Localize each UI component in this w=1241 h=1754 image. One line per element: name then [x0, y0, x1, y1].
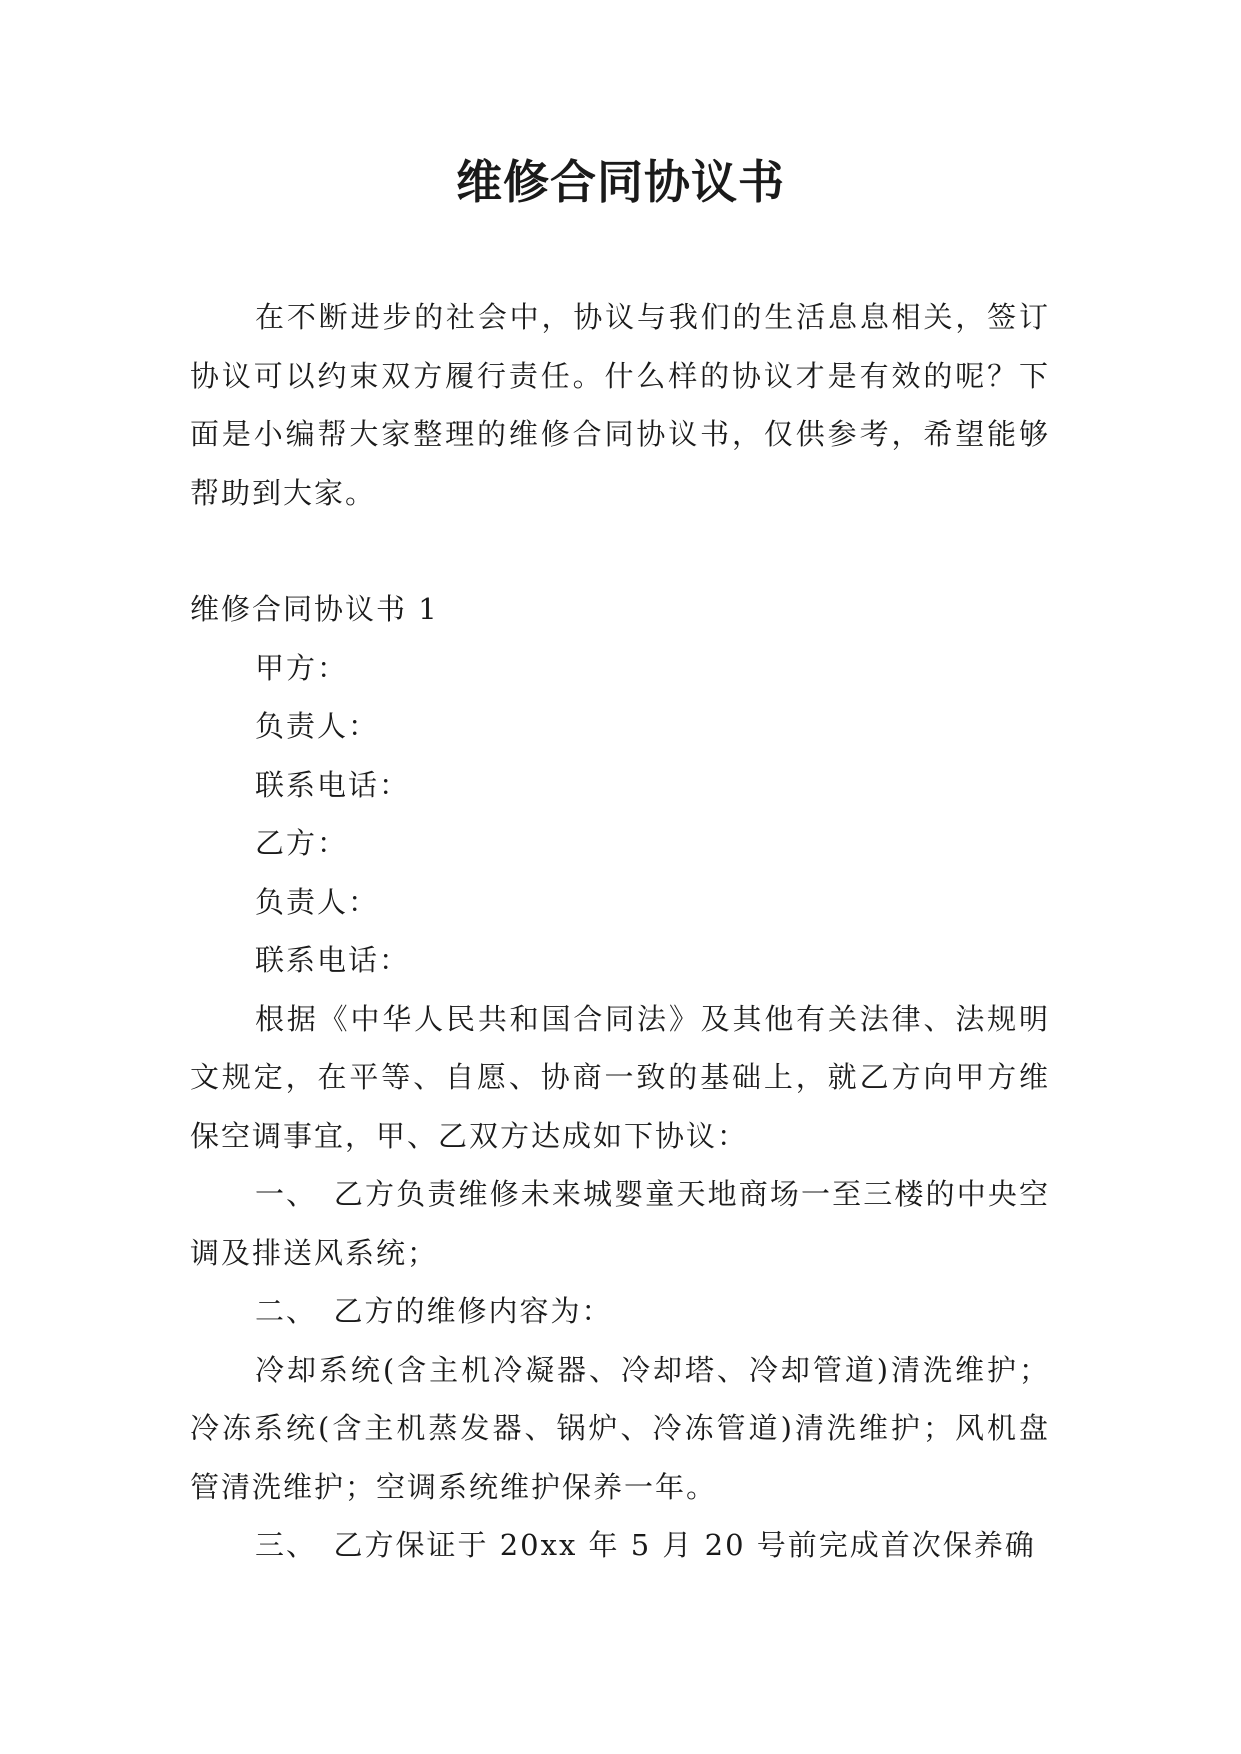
party-b-person-line: 负责人：: [255, 884, 380, 919]
preamble-paragraph: 根据《中华人民共和国合同法》及其他有关法律、法规明文规定，在平等、自愿、协商一致的基础上，就乙方向甲方维保空调事宜，甲、乙双方达成如下协议：: [190, 1001, 1050, 1153]
party-a-phone-line: 联系电话：: [255, 767, 411, 802]
party-b-phone-line: 联系电话：: [255, 943, 411, 977]
document-body: [190, 288, 1050, 1575]
clause-1: 一、 乙方负责维修未来城婴童天地商场一至三楼的中央空调及排送风系统；: [190, 1177, 1050, 1270]
clause-3: 三、 乙方保证于 20xx 年 5 月 20 号前完成首次保养确: [255, 1528, 1036, 1562]
clause-2-detail: 冷却系统(含主机冷凝器、冷却塔、冷却管道)清洗维护；冷冻系统(含主机蒸发器、锅炉、冷冻管道)清洗维护；风机盘管清洗维护；空调系统维护保养一年。: [190, 1352, 1050, 1504]
party-a-line: 甲方：: [255, 650, 349, 685]
document-title: 维修合同协议书: [456, 155, 785, 209]
clause-2: 二、 乙方的维修内容为：: [255, 1294, 613, 1328]
section-title: 维修合同协议书 1: [190, 592, 439, 626]
intro-paragraph: 在不断进步的社会中，协议与我们的生活息息相关，签订协议可以约束双方履行责任。什么样的协议才是有效的呢？下面是小编帮大家整理的维修合同协议书，仅供参考，希望能够帮助到大家。: [190, 300, 1050, 510]
party-a-person-line: 负责人：: [255, 709, 380, 743]
party-b-line: 乙方：: [255, 826, 349, 860]
